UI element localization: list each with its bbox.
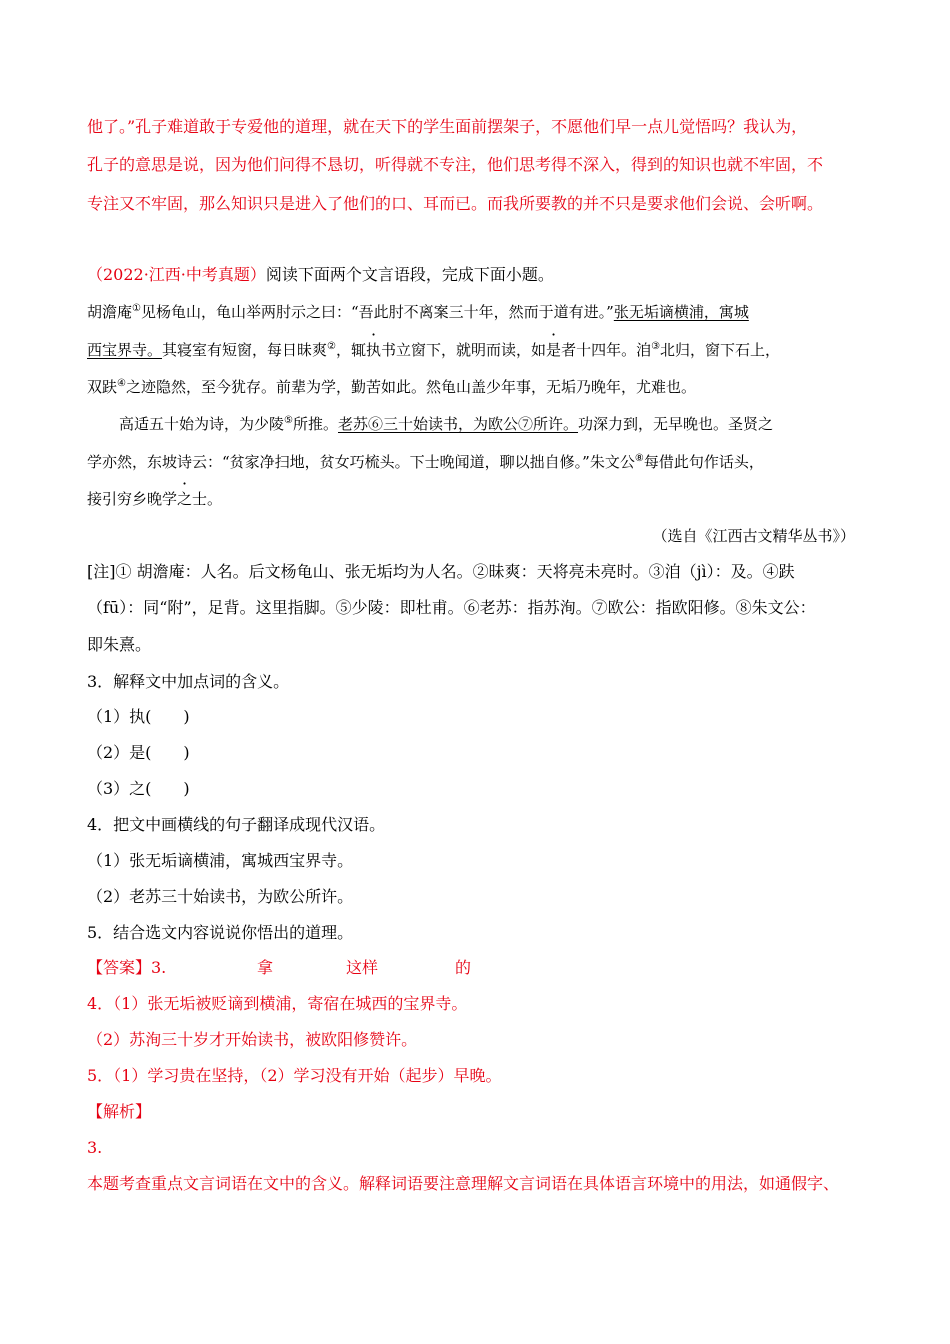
question-4-1: （1）张无垢谪横浦，寓城西宝界寺。 [87, 851, 354, 870]
footnote-marker: ⑧ [634, 453, 644, 464]
footnote-marker: ① [132, 303, 141, 314]
notes-line-1: [注]① 胡澹庵：人名。后文杨龟山、张无垢均为人名。②昧爽：天将亮未亮时。③洎（jì）：及。④趺 [87, 562, 795, 581]
question-3: 3．解释文中加点词的含义。 [87, 672, 290, 691]
passage1-line-3 [87, 377, 696, 397]
footnote-marker: ③ [651, 341, 661, 352]
passage1-line-2 [87, 340, 780, 360]
passage-text: 见杨龟山，龟山举两肘示之曰：“吾此肘不离案三十年，然而于道有进。” [140, 303, 614, 321]
question-header [87, 265, 554, 285]
notes-line-2: （fū）：同“附”，足背。这里指脚。⑤少陵：即杜甫。⑥老苏：指苏洵。⑦欧公：指欧阳修。⑧朱文公： [87, 598, 816, 617]
passage-text: ，辄 [336, 341, 367, 359]
answer-4-2: （2）苏洵三十岁才开始读书，被欧阳修赞许。 [87, 1030, 418, 1049]
question-source: （2022·江西·中考真题） [87, 265, 266, 284]
passage-text: 双趺 [87, 378, 118, 396]
passage-text: 所推。 [292, 415, 338, 433]
answer-3-1: 拿 [257, 958, 274, 977]
footnote-marker: ④ [117, 378, 126, 389]
analysis-text: 本题考查重点文言词语在文中的含义。解释词语要注意理解文言词语在具体语言环境中的用法，如通假字、 [87, 1174, 840, 1193]
intro-line-2: 孔子的意思是说，因为他们问得不恳切，听得就不专注，他们思考得不深入，得到的知识也就不牢固，不 [87, 155, 824, 174]
underlined-sentence: 张无垢谪横浦，寓城 [613, 303, 749, 321]
answer-5: 5．（1）学习贵在坚持，（2）学习没有开始（起步）早晚。 [87, 1066, 502, 1085]
analysis-number: 3. [87, 1138, 103, 1157]
question-3-1: （1）执( ) [87, 707, 190, 726]
passage-text: 功深力到，无早晚也。圣贤之 [578, 415, 774, 433]
answer-3-3: 的 [455, 958, 472, 977]
intro-line-3: 专注又不牢固，那么知识只是进入了他们的口、耳而已。而我所要教的并不只是要求他们会说、会听啊。 [87, 194, 824, 213]
underlined-sentence: 西宝界寺。 [87, 341, 163, 359]
intro-line-1: 他了。”孔子难道敢于专爱他的道理，就在天下的学生面前摆架子，不愿他们早一点儿觉悟吗？我认为， [87, 117, 808, 136]
passage-text: 每借此句作话头， [643, 453, 764, 471]
passage-text: 书立窗下，就明而读，如 [381, 341, 547, 359]
dotted-word: 之 [177, 490, 193, 508]
answer-3-2: 这样 [346, 958, 379, 977]
passage-text: 北归，窗下石上， [660, 341, 781, 359]
notes-line-3: 即朱熹。 [87, 635, 152, 654]
passage-text: 学亦然，东坡诗云：“贫家净扫地，贫女巧梳头。下士晚闻道，聊以拙自修。”朱文公 [87, 453, 635, 471]
passage1-line-1 [87, 302, 749, 322]
dotted-word: 是 [546, 341, 562, 359]
passage-text: 士。 [192, 490, 223, 508]
passage-text: 之迹隐然，至今犹存。前辈为学，勤苦如此。然龟山盖少年事，无垢乃晚年，尤难也。 [125, 378, 696, 396]
passage2-line-2 [87, 452, 764, 472]
question-3-2: （2）是( ) [87, 743, 190, 762]
dotted-word: 执 [366, 341, 382, 359]
passage-text: 胡澹庵 [87, 303, 133, 321]
answer-label: 【答案】3. [87, 958, 167, 977]
passage-text: 接引穷乡晚学 [87, 490, 178, 508]
question-3-3: （3）之( ) [87, 779, 190, 798]
passage-text: 高适五十始为诗，为少陵 [119, 415, 285, 433]
passage2-line-1 [119, 414, 773, 434]
passage-text: 者十四年。洎 [561, 341, 652, 359]
question-4: 4．把文中画横线的句子翻译成现代汉语。 [87, 815, 386, 834]
question-4-2: （2）老苏三十始读书，为欧公所许。 [87, 887, 354, 906]
answer-4-1: 4．（1）张无垢被贬谪到横浦，寄宿在城西的宝界寺。 [87, 994, 468, 1013]
passage-text: 其寝室有短窗，每日昧爽 [162, 341, 328, 359]
footnote-marker: ⑤ [284, 415, 293, 426]
analysis-label: 【解析】 [87, 1102, 152, 1121]
attribution: （选自《江西古文精华丛书》） [652, 527, 855, 545]
question-instruction: 阅读下面两个文言语段，完成下面小题。 [265, 265, 554, 284]
underlined-sentence: 老苏⑥三十始读书，为欧公⑦所许。 [338, 415, 579, 433]
question-5: 5．结合选文内容说说你悟出的道理。 [87, 923, 354, 942]
footnote-marker: ② [327, 341, 336, 352]
passage2-line-3 [87, 489, 222, 509]
